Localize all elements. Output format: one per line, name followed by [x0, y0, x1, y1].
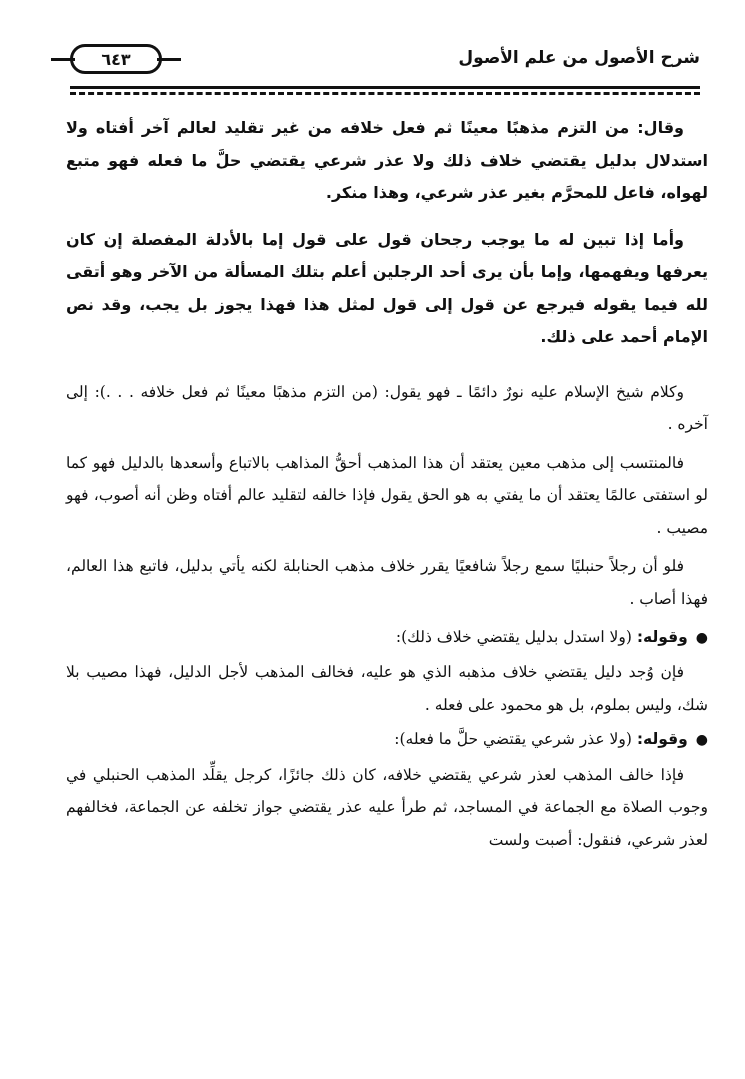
paragraph: وكلام شيخ الإسلام عليه نورٌ دائمًا ـ فهو يقول: (من التزم مذهبًا معينًا ثم فعل خلافه . . .): إلى آخره .	[66, 382, 708, 433]
running-title: شرح الأصول من علم الأصول	[458, 48, 700, 68]
paragraph: فالمنتسب إلى مذهب معين يعتقد أن هذا المذهب أحقُّ المذاهب بالاتباع وأسعدها بالدليل فهو كما لو استفتى عالمًا يعتقد أن ما يفتي به هو الحق يقول فإذا خالفه لتقليد عالم أفتاه وظن أنه أصوب، فهو مصيب .	[66, 453, 708, 537]
page-header	[70, 38, 700, 78]
paragraph: فلو أن رجلاً حنبليًا سمع رجلاً شافعيًا يقرر خلاف مذهب الحنابلة لكنه يأتي بدليل، فاتبع هذا العالم، فهذا أصاب .	[66, 557, 708, 608]
heading-quote: (ولا عذر شرعي يقتضي حلَّ ما فعله):	[394, 730, 632, 749]
paragraph: وأما إذا تبين له ما يوجب رجحان قول على قول إما بالأدلة المفصلة إن كان يعرفها ويفهمها، وإما بأن يرى أحد الرجلين أعلم بتلك المسألة من الآخر وهو أتقى لله فيما يقوله فيرجع عن قول إلى قول لمثل هذا فهذا يجوز بل يجب، وقد نص الإمام أحمد على ذلك.	[66, 229, 708, 346]
header-rule-dashed	[70, 92, 700, 95]
paragraph: فإذا خالف المذهب لعذر شرعي يقتضي خلافه، كان ذلك جائزًا، كرجل يقلِّد المذهب الحنبلي في وجوب الصلاة مع الجماعة في المساجد، ثم طرأ عليه عذر يقتضي جواز تخلفه عن الجماعة، فخالفهم لعذر شرعي، فنقول: أصبت ولست	[66, 765, 708, 849]
bullet-icon: ●	[695, 629, 708, 646]
bullet-icon: ●	[695, 732, 708, 748]
page-number: ٦٤٣	[70, 44, 162, 74]
heading-label: وقوله:	[636, 628, 688, 646]
heading-label: وقوله:	[636, 730, 688, 749]
paragraph: وقال: من التزم مذهبًا معينًا ثم فعل خلافه من غير تقليد لعالم آخر أفتاه ولا استدلال بدليل يقتضي خلاف ذلك ولا عذر شرعي يقتضي حلَّ ما فعله فهو متبع لهواه، فاعل للمحرَّم بغير عذر شرعي، وهذا منكر.	[66, 118, 708, 202]
paragraph: فإن وُجد دليل يقتضي خلاف مذهبه الذي هو عليه، فخالف المذهب لأجل الدليل، فهذا مصيب بلا شك، وليس بملوم، بل هو محمود على فعله .	[66, 663, 708, 714]
header-rule-solid	[70, 86, 700, 89]
quoted-heading	[66, 621, 708, 654]
header-rule	[70, 86, 700, 96]
body-text	[66, 112, 708, 870]
heading-quote: (ولا استدل بدليل يقتضي خلاف ذلك):	[395, 628, 632, 646]
quoted-heading	[66, 723, 708, 756]
